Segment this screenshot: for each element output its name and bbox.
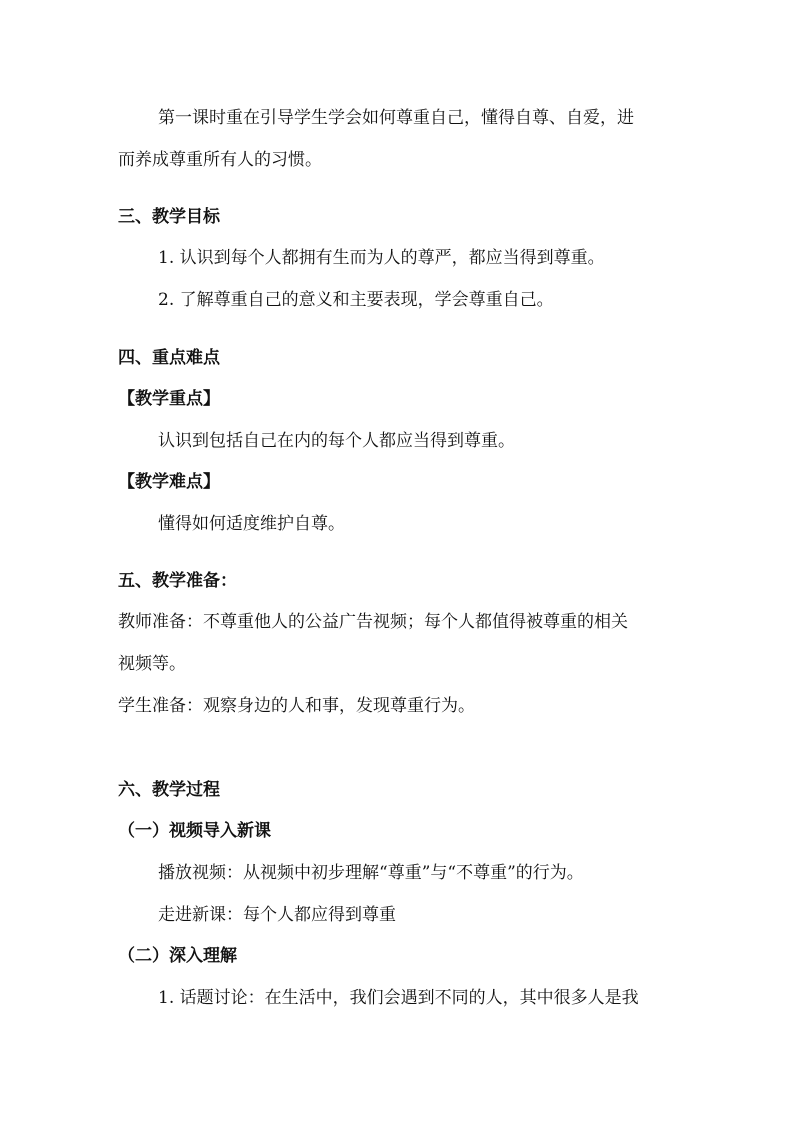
goal-item-2: 2. 了解尊重自己的意义和主要表现，学会尊重自己。 bbox=[158, 290, 554, 310]
goal-item-1: 1. 认识到每个人都拥有生而为人的尊严，都应当得到尊重。 bbox=[158, 248, 605, 268]
key-point-text: 认识到包括自己在内的每个人都应当得到尊重。 bbox=[158, 431, 515, 451]
intro-paragraph-line-2: 而养成尊重所有人的习惯。 bbox=[118, 150, 322, 170]
key-point-label: 【教学重点】 bbox=[118, 389, 220, 409]
teacher-preparation-line-1: 教师准备：不尊重他人的公益广告视频；每个人都值得被尊重的相关 bbox=[118, 612, 628, 632]
section-heading-key-points: 四、重点难点 bbox=[118, 348, 220, 368]
process-part-2-line-1: 1. 话题讨论：在生活中，我们会遇到不同的人，其中很多人是我 bbox=[158, 988, 639, 1008]
section-heading-teaching-process: 六、教学过程 bbox=[118, 780, 220, 800]
section-heading-teaching-goals: 三、教学目标 bbox=[118, 207, 220, 227]
teacher-preparation-line-2: 视频等。 bbox=[118, 654, 186, 674]
difficulty-label: 【教学难点】 bbox=[118, 472, 220, 492]
process-part-2-title: （二）深入理解 bbox=[118, 946, 237, 966]
intro-paragraph-line-1: 第一课时重在引导学生学会如何尊重自己，懂得自尊、自爱，进 bbox=[158, 108, 634, 128]
difficulty-text: 懂得如何适度维护自尊。 bbox=[158, 514, 345, 534]
process-part-1-line-1: 播放视频：从视频中初步理解“尊重”与“不尊重”的行为。 bbox=[158, 863, 584, 883]
student-preparation: 学生准备：观察身边的人和事，发现尊重行为。 bbox=[118, 696, 475, 716]
process-part-1-line-2: 走进新课：每个人都应得到尊重 bbox=[158, 905, 396, 925]
section-heading-preparation: 五、教学准备： bbox=[118, 571, 237, 591]
process-part-1-title: （一）视频导入新课 bbox=[118, 821, 271, 841]
